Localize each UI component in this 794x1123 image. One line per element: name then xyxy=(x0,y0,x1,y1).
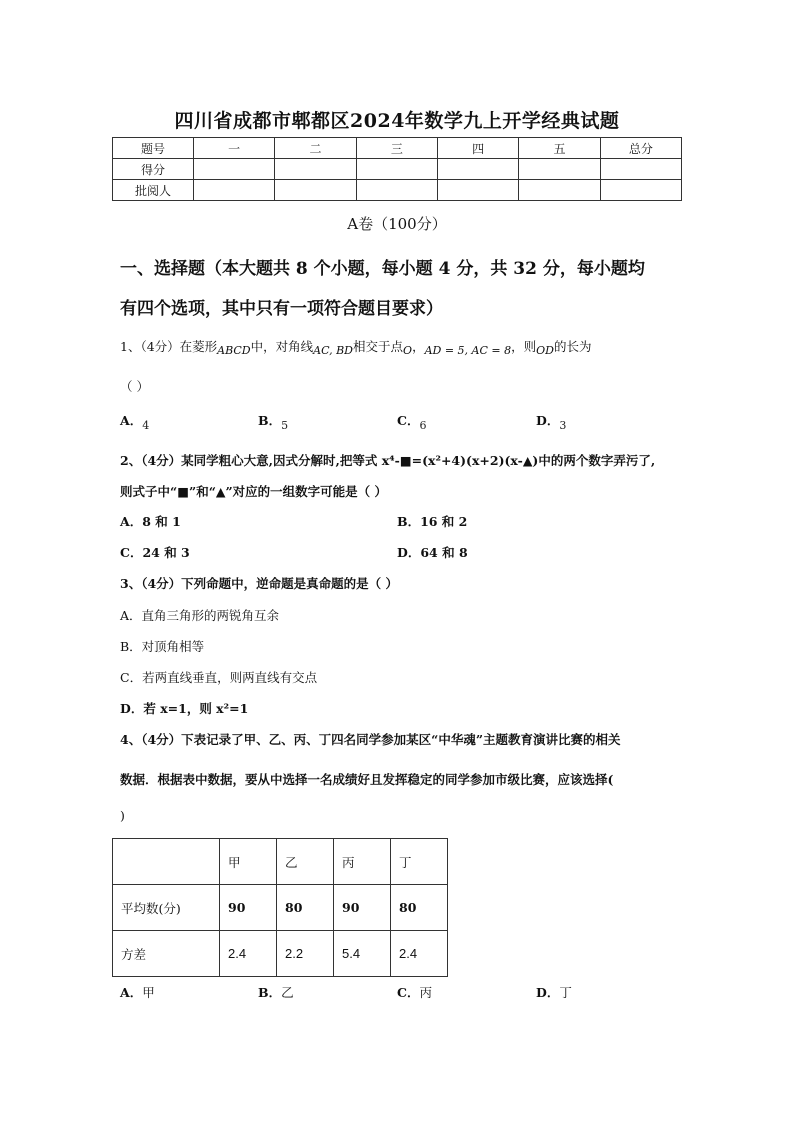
table-cell: 2.4 xyxy=(220,931,277,977)
option-label: D． xyxy=(536,985,560,1000)
option-value: 3 xyxy=(559,419,567,432)
q4-option-a[interactable] xyxy=(120,983,155,1001)
q4-option-d[interactable] xyxy=(536,983,572,1001)
question-4-stem-line3: ) xyxy=(120,808,125,823)
table-cell: 90 xyxy=(334,885,391,931)
score-cell xyxy=(600,180,681,201)
table-cell: 90 xyxy=(220,885,277,931)
q1-text: ， xyxy=(412,339,425,354)
q4-data-table xyxy=(112,838,448,977)
score-header-cell: 题号 xyxy=(113,138,194,159)
option-value: 6 xyxy=(419,419,427,432)
option-value: 丁 xyxy=(559,985,572,1000)
table-cell: 80 xyxy=(277,885,334,931)
table-row-label: 方差 xyxy=(113,931,220,977)
score-cell xyxy=(194,159,275,180)
question-4-stem-line1: 4、（4分）下表记录了甲、乙、丙、丁四名同学参加某区“中华魂”主题教育演讲比赛的相关 xyxy=(120,732,621,747)
score-cell xyxy=(519,159,600,180)
q2-option-a[interactable]: A．8 和 1 xyxy=(120,514,181,529)
q1-option-c[interactable] xyxy=(397,411,427,432)
option-label: A． xyxy=(120,413,143,428)
score-cell xyxy=(275,180,356,201)
q4-option-b[interactable] xyxy=(258,983,294,1001)
q3-option-c[interactable]: C．若两直线垂直，则两直线有交点 xyxy=(120,670,318,685)
table-cell: 2.4 xyxy=(391,931,448,977)
option-value: 5 xyxy=(281,419,289,432)
table-header-cell: 丙 xyxy=(334,839,391,885)
score-table-row xyxy=(113,180,682,201)
score-cell xyxy=(356,159,437,180)
q3-option-d[interactable]: D．若 x=1，则 x²=1 xyxy=(120,701,249,716)
q1-answer-blank: （ ） xyxy=(120,379,149,394)
q3-option-b[interactable]: B．对顶角相等 xyxy=(120,639,205,654)
q3-option-a[interactable]: A．直角三角形的两锐角互余 xyxy=(120,608,280,623)
q1-text: 相交于点 xyxy=(353,339,404,354)
score-header-cell: 总分 xyxy=(600,138,681,159)
option-label: A． xyxy=(120,985,143,1000)
q2-option-b[interactable]: B．16 和 2 xyxy=(397,514,468,529)
score-cell xyxy=(437,180,518,201)
table-cell: 80 xyxy=(391,885,448,931)
score-cell xyxy=(437,159,518,180)
table-cell: 2.2 xyxy=(277,931,334,977)
score-table-row xyxy=(113,159,682,180)
score-header-cell: 二 xyxy=(275,138,356,159)
q1-text: 中，对角线 xyxy=(250,339,314,354)
table-header-cell: 乙 xyxy=(277,839,334,885)
option-value: 丙 xyxy=(419,985,432,1000)
table-header-cell: 甲 xyxy=(220,839,277,885)
table-row xyxy=(113,885,448,931)
q1-option-d[interactable] xyxy=(536,411,567,432)
option-label: D． xyxy=(536,413,560,428)
option-label: B． xyxy=(258,985,282,1000)
q1-math-o: O xyxy=(403,344,413,357)
question-1-stem xyxy=(120,337,680,355)
score-header-cell: 一 xyxy=(194,138,275,159)
question-4-stem-line2: 数据．根据表中数据，要从中选择一名成绩好且发挥稳定的同学参加市级比赛，应该选择( xyxy=(120,772,614,787)
table-row-label: 平均数(分) xyxy=(113,885,220,931)
question-3-stem: 3、（4分）下列命题中，逆命题是真命题的是（ ） xyxy=(120,576,398,591)
score-table xyxy=(112,137,682,201)
table-header-cell: 丁 xyxy=(391,839,448,885)
volume-label: A卷（100分） xyxy=(347,215,447,233)
q4-option-c[interactable] xyxy=(397,983,432,1001)
table-cell: 5.4 xyxy=(334,931,391,977)
q2-option-d[interactable]: D．64 和 8 xyxy=(397,545,468,560)
option-value: 甲 xyxy=(142,985,155,1000)
q1-math-diagonals: AC, BD xyxy=(313,344,354,357)
q1-math-given: AD = 5, AC = 8 xyxy=(424,344,512,357)
score-cell xyxy=(194,180,275,201)
table-row xyxy=(113,931,448,977)
option-label: C． xyxy=(397,413,420,428)
q1-text: ，则 xyxy=(511,339,537,354)
q1-option-a[interactable] xyxy=(120,411,150,432)
q1-math-abcd: ABCD xyxy=(217,344,251,357)
score-cell xyxy=(600,159,681,180)
q1-math-od: OD xyxy=(536,344,554,357)
section-heading-line1: 一、选择题（本大题共 8 个小题，每小题 4 分，共 32 分，每小题均 xyxy=(120,259,645,279)
score-row-label: 批阅人 xyxy=(113,180,194,201)
score-header-cell: 三 xyxy=(356,138,437,159)
question-2-stem-line2: 则式子中“■”和“▲”对应的一组数字可能是（ ） xyxy=(120,484,388,499)
score-header-cell: 五 xyxy=(519,138,600,159)
q1-text: 的长为 xyxy=(553,339,592,354)
q1-prefix: 1、（4分）在菱形 xyxy=(120,339,218,354)
score-cell xyxy=(275,159,356,180)
page-title: 四川省成都市郫都区2024年数学九上开学经典试题 xyxy=(174,110,620,132)
option-label: C． xyxy=(397,985,420,1000)
score-cell xyxy=(519,180,600,201)
score-header-cell: 四 xyxy=(437,138,518,159)
q1-option-b[interactable] xyxy=(258,411,289,432)
question-2-stem-line1: 2、（4分）某同学粗心大意,因式分解时,把等式 x⁴-■=(x²+4)(x+2)(x-▲)中的两个数字弄污了, xyxy=(120,453,656,468)
score-table-header-row xyxy=(113,138,682,159)
score-cell xyxy=(356,180,437,201)
section-heading-line2: 有四个选项，其中只有一项符合题目要求） xyxy=(120,299,443,319)
q2-option-c[interactable]: C．24 和 3 xyxy=(120,545,190,560)
score-row-label: 得分 xyxy=(113,159,194,180)
option-label: B． xyxy=(258,413,282,428)
option-value: 4 xyxy=(142,419,150,432)
table-row xyxy=(113,839,448,885)
table-cell xyxy=(113,839,220,885)
option-value: 乙 xyxy=(281,985,294,1000)
